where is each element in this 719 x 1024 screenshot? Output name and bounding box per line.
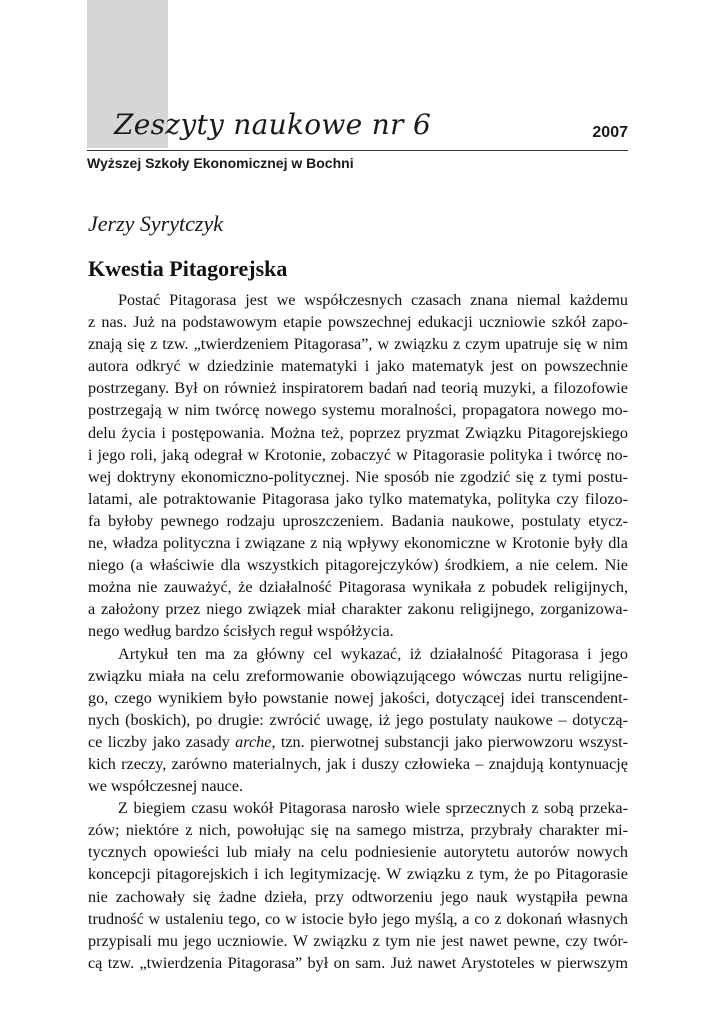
body-line: autora odkryć w dziedzinie matematyki i jako matematyk jest on powszechnie bbox=[88, 357, 628, 376]
publication-year: 2007 bbox=[592, 124, 628, 141]
body-line: kich rzeczy, zarówno materialnych, jak i duszy człowieka – znajdują kontynuację bbox=[88, 754, 628, 773]
body-line: cą tzw. „twierdzenia Pitagorasa” był on sam. Już nawet Arystoteles w pierwszym bbox=[88, 953, 628, 972]
article-author: Jerzy Syrytczyk bbox=[88, 211, 223, 236]
body-line: tycznych opowieści lub miały na celu podniesienie autorytetu autorów nowych bbox=[88, 843, 628, 862]
body-line: delu życia i postępowania. Można też, poprzez pryzmat Związku Pitagorejskiego bbox=[88, 423, 628, 442]
body-line: nych (boskich), po drugie: zwrócić uwagę, iż jego postulaty naukowe – dotyczą- bbox=[88, 710, 628, 729]
institution-name: Wyższej Szkoły Ekonomicznej w Bochni bbox=[87, 155, 354, 171]
body-line: we współczesnej nauce. bbox=[88, 777, 244, 796]
body-line: znają się z tzw. „twierdzeniem Pitagorasa”, w związku z czym upatruje się w nim bbox=[88, 335, 628, 354]
body-line-mixed bbox=[88, 731, 628, 753]
body-line: postrzegany. Był on również inspiratorem badań nad teorią muzyki, a filozofowie bbox=[88, 379, 628, 398]
body-line: można nie zauważyć, że działalność Pitagorasa wynikała z pobudek religijnych, bbox=[88, 578, 628, 597]
body-line: i jego roli, jaką odegrał w Krotonie, zobaczyć w Pitagorasie polityka i twórcę no- bbox=[88, 445, 628, 464]
body-line: nego według bardzo ścisłych reguł współżycia. bbox=[88, 622, 394, 641]
body-line: niego (a właściwie dla wszystkich pitagorejczyków) środkiem, a nie celem. Nie bbox=[88, 556, 628, 575]
body-line: postrzegają w nim twórcę nowego systemu moralności, propagatora nowego mo- bbox=[88, 401, 628, 420]
body-line: fa byłoby pewnego rodzaju uproszczeniem. Badania naukowe, postulaty etycz- bbox=[88, 511, 628, 530]
article-title: Kwestia Pitagorejska bbox=[88, 256, 288, 281]
body-line: nie zachowały się żadne dzieła, przy odtworzeniu jego nauk wystąpiła pewna bbox=[88, 887, 628, 906]
body-text-segment: ce liczby jako zasady bbox=[88, 732, 230, 751]
body-line: a założony przez niego związek miał charakter zakonu religijnego, zorganizowa- bbox=[88, 600, 628, 619]
body-line: zów; niektóre z nich, powołując się na samego mistrza, przybrały charakter mi- bbox=[88, 821, 628, 840]
body-line: ne, władza polityczna i związane z nią wpływy ekonomiczne w Krotonie były dla bbox=[88, 534, 628, 553]
body-italic-term: arche bbox=[235, 732, 272, 751]
header-rule bbox=[87, 150, 628, 151]
body-text-segment: , tzn. pierwotnej substancji jako pierwowzoru wszyst- bbox=[271, 732, 628, 751]
body-line: związku miała na celu zreformowanie obowiązującego wówczas nurtu religijne- bbox=[88, 666, 628, 685]
body-line: Z biegiem czasu wokół Pitagorasa narosło wiele sprzecznych z sobą przeka- bbox=[118, 799, 628, 818]
body-line: trudność w ustaleniu tego, co w istocie było jego myślą, a co z dokonań własnych bbox=[88, 909, 628, 928]
body-line: Postać Pitagorasa jest we współczesnych czasach znana niemal każdemu bbox=[118, 291, 628, 309]
body-line: Artykuł ten ma za główny cel wykazać, iż działalność Pitagorasa i jego bbox=[118, 644, 628, 663]
body-line: koncepcji pitagorejskich i ich legitymizację. W związku z tym, że po Pitagorasie bbox=[88, 865, 628, 884]
article-body bbox=[88, 289, 628, 974]
body-line: z nas. Już na podstawowym etapie powszechnej edukacji uczniowie szkół zapo- bbox=[88, 313, 628, 332]
body-line: latami, ale potraktowanie Pitagorasa jako tylko matematyka, polityka czy filozo- bbox=[88, 489, 628, 508]
body-line: przypisali mu jego uczniowie. W związku z tym nie jest nawet pewne, czy twór- bbox=[88, 931, 628, 950]
body-line: go, czego wynikiem było powstanie nowej jakości, dotyczącej idei transcendent- bbox=[88, 688, 628, 707]
body-line: wej doktryny ekonomiczno-politycznej. Nie sposób nie zgodzić się z tymi postu- bbox=[88, 467, 628, 486]
journal-title: Zeszyty naukowe nr 6 bbox=[114, 108, 432, 141]
